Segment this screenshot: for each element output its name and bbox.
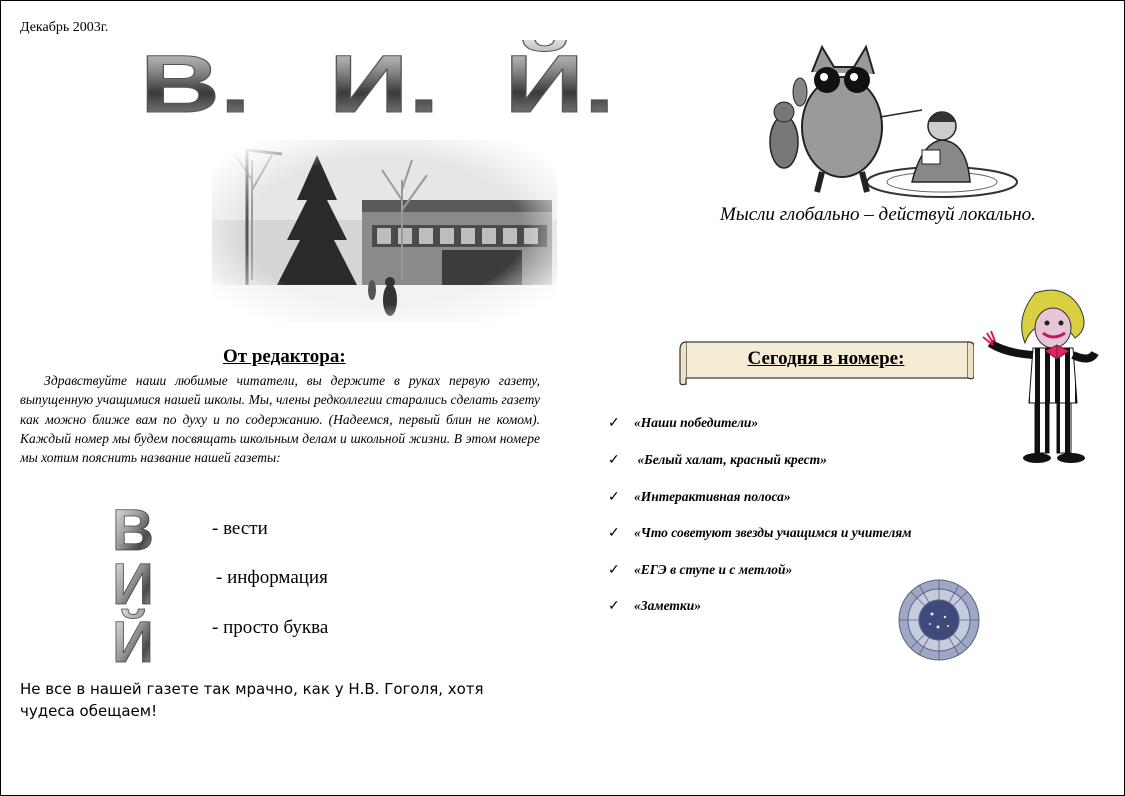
motto: Мысли глобально – действуй локально.: [720, 204, 1036, 225]
check-icon: ✓: [608, 490, 620, 505]
masthead-letter: Й.: [504, 40, 615, 130]
acrostic-meaning: - просто буква: [212, 617, 329, 638]
school-winter-photo: [212, 140, 557, 322]
list-item: [608, 562, 792, 579]
zodiac-wheel: [898, 578, 980, 662]
list-item: [608, 598, 701, 615]
acrostic-letter: Й: [112, 610, 154, 668]
check-icon: ✓: [608, 453, 620, 468]
list-item-label: «Наши победители»: [634, 415, 759, 430]
list-item: [608, 489, 791, 506]
editor-text: Здравствуйте наши любимые читатели, вы держите в руках первую газету, выпущенную учащимися нашей школы. Мы, члены редколлегии старались сделать газету как можно ближе вам по духу и по содержанию. (Надеемся, первый блин не комом). Каждый номер мы будем посвящать школьным делам и школьной жизни. В этом номере мы хотим пояснить название нашей газеты:: [20, 373, 540, 466]
check-icon: ✓: [608, 563, 620, 578]
check-icon: ✓: [608, 599, 620, 614]
list-item: [608, 452, 827, 469]
acrostic-letter: В: [112, 500, 154, 563]
contents-title: Сегодня в номере:: [747, 348, 905, 369]
list-item: [608, 415, 758, 432]
acrostic-letter: И: [112, 552, 154, 617]
masthead-letter: В.: [140, 40, 251, 130]
list-item-label: «Интерактивная полоса»: [634, 489, 791, 504]
check-icon: ✓: [608, 416, 620, 431]
gogol-note: Не все в нашей газете так мрачно, как у Н.В. Гоголя, хотя чудеса обещаем!: [20, 680, 484, 720]
editor-title: От редактора:: [223, 346, 346, 367]
issue-date: Декабрь 2003г.: [20, 20, 109, 35]
masthead-title: [140, 40, 680, 130]
check-icon: ✓: [608, 526, 620, 541]
list-item-label: «ЕГЭ в ступе и с метлой»: [634, 562, 793, 577]
acrostic-letters: [108, 500, 158, 668]
contents-banner: [678, 338, 974, 386]
list-item-label: «Что советуют звезды учащимся и учителям: [634, 525, 912, 540]
acrostic-meaning: - вести: [212, 518, 268, 539]
list-item-label: «Заметки»: [634, 598, 702, 613]
viy-monsters-illustration: [762, 42, 1024, 202]
list-item: [608, 525, 911, 542]
acrostic-meaning: - информация: [216, 567, 328, 588]
list-item-label: «Белый халат, красный крест»: [634, 452, 827, 467]
masthead-letter: И.: [329, 40, 440, 130]
witch-figure-illustration: [975, 283, 1100, 468]
